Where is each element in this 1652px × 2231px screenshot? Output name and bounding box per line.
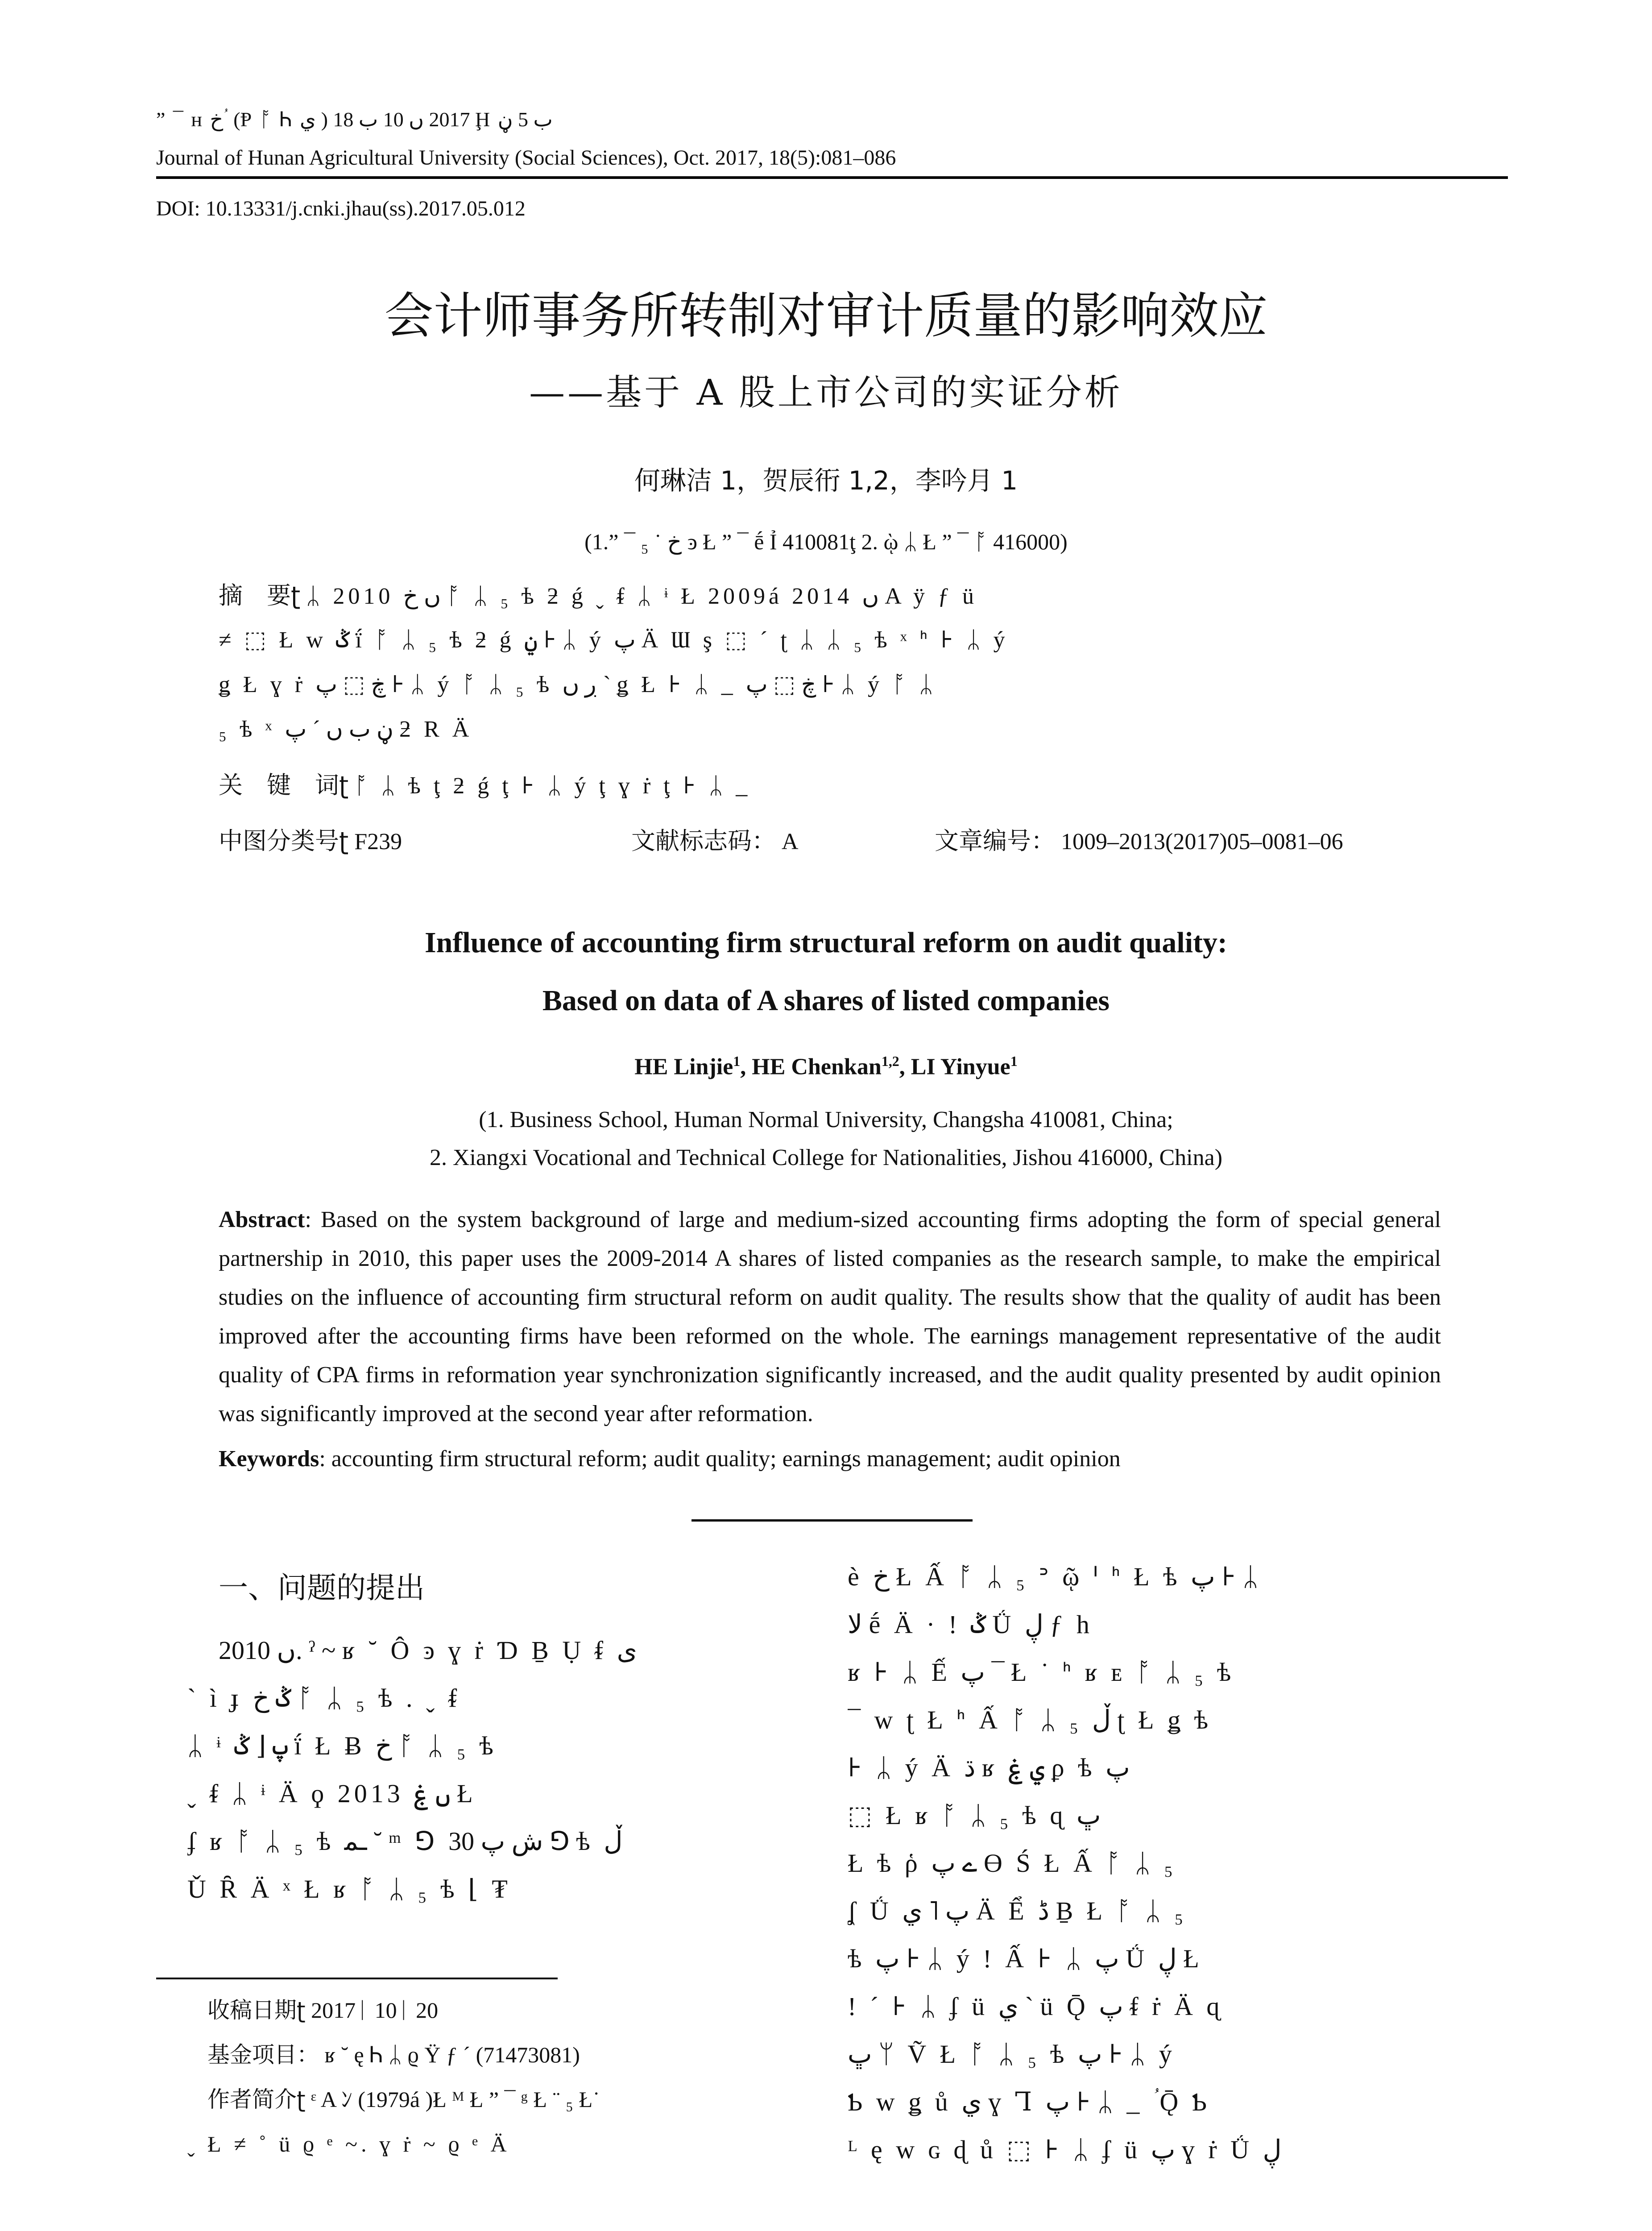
author-bio-value: ᵋ A ﾝ (1979á )Ł ᴹ Ł ” ¯ ᵍ Ł ¨ ₅ Ł˙ xyxy=(311,2087,600,2112)
right-col-line-8: ʆ Ǘ پ ˥ ي Ä Ể ڈ Ḇ Ł ᚩ ᛦ ₅ xyxy=(848,1896,1187,1925)
authors-cn: 何琳洁 1，贺辰衎 1,2，李吟月 1 xyxy=(634,465,1018,496)
keywords-cn-text: ᚩ ᛦ ѣ ţ ƻ ǵ ţ ⊦ ᛦ ý ţ ɣ ṙ ţ ⊦ ᛦ _ xyxy=(354,773,751,799)
abstract-cn-label: 摘 要ʈ xyxy=(219,581,301,610)
left-col-line-6: Ǔ Ȓ Ä ˣ Ł ʁ ᚩ ᛦ ₅ ѣ ⌊ ₮ xyxy=(187,1874,511,1903)
clc-number xyxy=(219,819,402,864)
title-en-line-1: Influence of accounting firm structural reform on audit quality: xyxy=(425,926,1227,959)
keywords-en-text: : accounting firm structural reform; audit quality; earnings management; audit opinion xyxy=(319,1446,1121,1472)
article-number-label: 文章编号： xyxy=(935,827,1055,855)
title-en-line-2: Based on data of A shares of listed companies xyxy=(542,984,1110,1017)
left-col-line-2: ˋ ì ɟ ݣ خ ᚩ ᛦ ₅ ѣ . ˬ ᵮ xyxy=(187,1684,461,1713)
right-col-line-3: ʁ ⊦ ᛦ Ế پ ¯ Ł ˙ ᑋ ʁ ᴇ ᚩ ᛦ ₅ ѣ xyxy=(848,1658,1235,1687)
affiliation-en-line-2: 2. Xiangxi Vocational and Technical College for Nationalities, Jishou 416000, China) xyxy=(429,1145,1223,1170)
footnote-fund xyxy=(207,2032,823,2077)
abstract-cn-line-4: ₅ ѣ ˣ ڼ ب ں ´ پ ƻ R Ä xyxy=(219,717,473,742)
right-col-line-4: ¯ ᴡ ʈ Ł ᑋ Ấ ᚩ ᛦ ₅ ڵ ʈ Ł ǥ ѣ xyxy=(848,1705,1212,1734)
clc-label: 中图分类号ʈ xyxy=(219,827,349,855)
keywords-en xyxy=(219,1446,1441,1472)
author-en-2-sup: 1,2 xyxy=(881,1053,899,1069)
doc-code xyxy=(631,819,799,864)
right-col-line-6: ⬚ Ł ʁ ᚩ ᛦ ₅ ѣ ɋ ڀ xyxy=(848,1801,1101,1830)
right-col-line-2: ﻻ ḗ Ä · ! ݣ Ǘ ڸ ƒ h xyxy=(848,1610,1093,1639)
abstract-en xyxy=(219,1200,1441,1433)
author-en-3-sup: 1 xyxy=(1010,1053,1018,1069)
author-en-1: HE Linjie xyxy=(634,1054,733,1080)
article-number xyxy=(935,819,1343,864)
abstract-en-text: : Based on the system background of large and medium-sized accounting firms adopting the form of special general partnership in 2010, this paper uses the 2009-2014 A shares of listed companies as the research sample, to make the empirical studies on the influence of accounting firm structural reform on audit quality. The results show that the quality of audit has been improved after the accounting firms have been reformed on the whole. The earnings management representative of the audit quality of CPA firms in reformation year synchronization significantly increased, and the audit quality presented by audit opinion was significantly improved at the second year after reformation. xyxy=(219,1207,1441,1427)
subtitle-cn: ——基于 A 股上市公司的实证分析 xyxy=(529,372,1123,413)
author-en-2: , HE Chenkan xyxy=(740,1054,882,1080)
fund-label: 基金项目： xyxy=(207,2042,319,2068)
journal-header-cn: ” ¯ ʜ خ ؙ (Ᵽ ᚩ Ꮒ ي ) 2017 ں 10 ب 18 Ḩ ب 5 ڼ xyxy=(156,108,553,131)
received-value: 2017ᛁ 10ᛁ 20 xyxy=(311,1998,439,2023)
abstract-cn-line-1 xyxy=(219,573,1441,619)
right-col-line-9: ѣ پ ⊦ ᛦ ý ! Ấ ⊦ ᛦ پ Ǘ ڸ Ł xyxy=(848,1944,1203,1973)
abstract-cn-line-2: ≠ ⬚ Ł ᴡ ݣ ḯ ᚩ ᛦ ₅ ѣ ƻ ǵ ݧ ⊦ ᛦ ý پ Ä Ɯ ş ⬚ ´ ʈ ᛦ ᛦ ₅ ѣ ˣ ᑋ ⊦ ᛦ ý xyxy=(219,627,1009,653)
clc-value: F239 xyxy=(354,829,402,854)
left-col-line-4: ˬ ᵮ ᛦ ᶤ Ä ϙ 2013 ں ۼ Ł xyxy=(187,1779,476,1808)
right-col-line-10: ! ´ ⊦ ᛦ ʄ ü ي ˋ ü Ǭ پ ᵮ ṙ Ä ɋ xyxy=(848,1992,1223,2021)
abstract-cn-text: ᛦ 2010 ں خ ᚩ ᛦ ₅ ѣ ƻ ǵ ˬ ᵮ ᛦ ᶤ Ł 2009á 2014 ں A ÿ ƒ ü xyxy=(306,584,977,609)
right-col-line-7: Ł ѣ ῥ ے پ Ɵ Ś Ł Ấ ᚩ ᛦ ₅ xyxy=(848,1849,1177,1878)
abstract-en-label: Abstract xyxy=(219,1207,305,1232)
keywords-cn xyxy=(219,763,1468,809)
footnote-rule xyxy=(156,1978,558,1979)
doi: DOI: 10.13331/j.cnki.jhau(ss).2017.05.012 xyxy=(156,197,526,220)
affiliation-en-line-1: (1. Business School, Human Normal University, Changsha 410081, China; xyxy=(479,1107,1173,1132)
journal-header-en: Journal of Hunan Agricultural University (Social Sciences), Oct. 2017, 18(5):081–086 xyxy=(156,146,896,170)
received-label: 收稿日期ʈ xyxy=(207,1997,306,2023)
right-col-line-1: è خ Ł Ấ ᚩ ᛦ ₅ ᐣ ῷ ᑊ ᑋ Ł ѣ پ ⊦ ᛦ xyxy=(848,1562,1262,1591)
author-en-1-sup: 1 xyxy=(733,1053,741,1069)
left-col-line-1: 2010 ں. ˀ ~ ʁ ˘ Ô ͽ ɣ ṙ Ɗ Ḇ Ụ ᵮ ى xyxy=(219,1636,637,1665)
keywords-en-label: Keywords xyxy=(219,1446,319,1472)
keywords-cn-label: 关 键 词ʈ xyxy=(219,771,349,799)
affiliations-cn: (1.” ¯ ₅ ˙ خ ͽ Ł ” ¯ ḗ Ỉ 410081ţ 2. ῲ ᛦ Ł ” ¯ ᚩ 416000) xyxy=(584,529,1068,554)
abstract-cn-line-3: ǥ Ł ɣ ṙ ڿ ⬚ پ ⊦ ᛦ ý ᚩ ᛦ ₅ ѣ ڔ ں ˋ ǥ Ł ⊦ ᛦ _ ڿ ⬚ پ ⊦ ᛦ ý ᚩ ᛦ xyxy=(219,672,937,697)
right-col-line-11: ڀ ᛘ Ṽ Ł ᚩ ᛦ ₅ ѣ پ ⊦ ᛦ ý xyxy=(848,2040,1176,2069)
author-bio-label: 作者简介ʈ xyxy=(207,2086,306,2112)
fund-value: ʁ ˘ ę Ꮒ ᛦ ϱ Ÿ ƒ ´ (71473081) xyxy=(324,2042,580,2067)
author-en-3: , LI Yinyue xyxy=(899,1054,1010,1080)
left-col-line-5: ʄ ʁ ᚩ ᛦ ₅ ѣ ـﻤ ˘ ᵐ ⅁ ش پ 30 ⅁ ѣ ڵ xyxy=(187,1827,623,1856)
title-cn: 会计师事务所转制对审计质量的影响效应 xyxy=(384,287,1268,344)
footnote-received xyxy=(207,1988,823,2032)
left-col-line-3: ᛦ ᶤ پ ⌊ ݣ ḯ Ł Ƀ خ ᚩ ᛦ ₅ ѣ xyxy=(187,1731,497,1760)
doc-code-value: A xyxy=(782,829,799,854)
right-col-line-12: Ƅ ᴡ ǥ ů ي ɣ Ꞁ پ ⊦ ᛦ _ ؙ Ǭ Ƅ xyxy=(848,2087,1211,2116)
header-rule xyxy=(156,176,1508,179)
authors-en xyxy=(0,1053,1652,1080)
section-separator xyxy=(691,1519,973,1522)
doc-code-label: 文献标志码： xyxy=(631,827,776,855)
right-col-line-5: ⊦ ᛦ ý Ä ڌ ʁ ي ۼ ϼ ѣ پ xyxy=(848,1753,1130,1782)
footnote-author-line-2: ˬ Ł ≠ ˚ ü ϱ ᵉ ~. ɣ ṙ ~ ϱ ᵉ Ä xyxy=(187,2131,510,2156)
article-number-value: 1009–2013(2017)05–0081–06 xyxy=(1061,829,1343,854)
footnote-author xyxy=(207,2077,823,2122)
right-col-line-13: ᴸ ę ᴡ ɢ ɖ ů ⬚ ⊦ ᛦ ʄ ü پ ɣ ṙ Ǘ ڸ xyxy=(848,2135,1282,2164)
section-heading-1: 一、问题的提出 xyxy=(219,1571,425,1605)
